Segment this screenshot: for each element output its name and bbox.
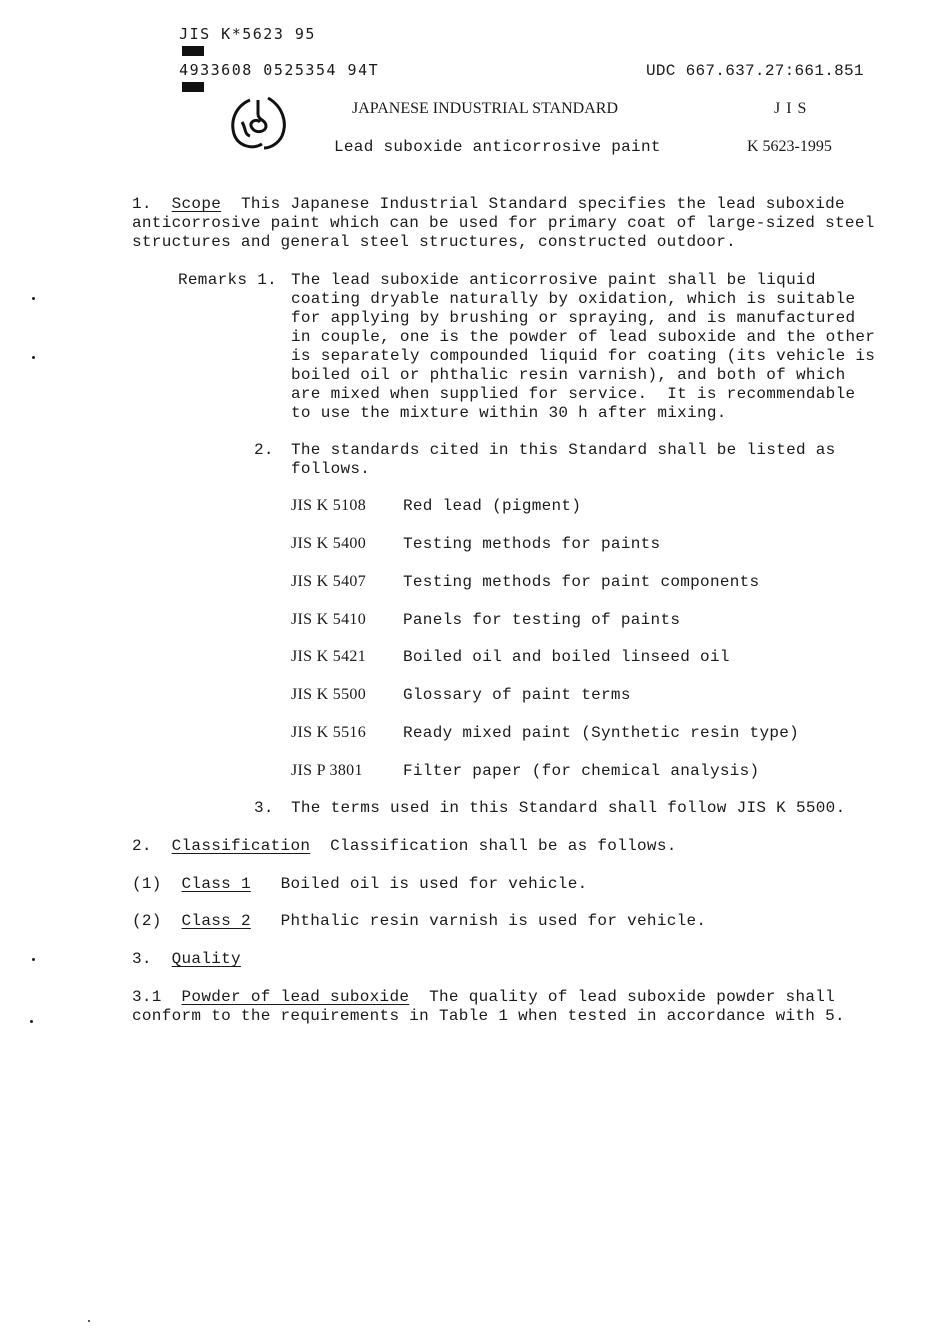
reference-item xyxy=(291,535,660,553)
reference-title: Red lead (pigment) xyxy=(403,497,582,515)
standard-subtitle: Lead suboxide anticorrosive paint xyxy=(334,138,661,156)
udc-number: UDC 667.637.27:661.851 xyxy=(646,62,864,80)
scan-speck xyxy=(88,1320,90,1322)
quality-heading: Quality xyxy=(171,950,241,968)
remark-1-line: The lead suboxide anticorrosive paint shall be liquid xyxy=(291,271,816,289)
reference-item xyxy=(291,611,680,629)
remark-1-line: boiled oil or phthalic resin varnish), and both of which xyxy=(291,366,846,384)
remark-1-line: in couple, one is the powder of lead suboxide and the other xyxy=(291,328,876,346)
remark-1-line: to use the mixture within 30 h after mixing. xyxy=(291,404,727,422)
reference-code: JIS P 3801 xyxy=(291,762,363,779)
black-block-mark xyxy=(182,82,204,92)
document-code-part2: 4933608 0525354 94T xyxy=(179,61,380,79)
reference-item xyxy=(291,686,631,704)
reference-item xyxy=(291,573,759,591)
quality-3-1-line-2: conform to the requirements in Table 1 when tested in accordance with 5. xyxy=(132,1007,845,1025)
reference-title: Testing methods for paints xyxy=(403,535,661,553)
classification-heading: Classification xyxy=(171,837,311,855)
quality-heading-line xyxy=(132,950,241,968)
remark-2-line: follows. xyxy=(291,460,371,478)
reference-item xyxy=(291,724,799,742)
class-2-line xyxy=(132,912,706,930)
remark-1-line: coating dryable naturally by oxidation, which is suitable xyxy=(291,290,856,308)
scan-speck xyxy=(32,297,35,300)
remark-1-text xyxy=(291,271,875,423)
standard-number: K 5623-1995 xyxy=(747,138,832,155)
jis-label: J I S xyxy=(774,100,808,117)
reference-code: JIS K 5516 xyxy=(291,724,367,741)
scope-line-2: anticorrosive paint which can be used for primary coat of large-sized steel xyxy=(132,214,875,232)
classification-line xyxy=(132,837,677,855)
scan-speck xyxy=(32,958,35,961)
standard-title: JAPANESE INDUSTRIAL STANDARD xyxy=(352,100,618,117)
class-2-text: Phthalic resin varnish is used for vehicle. xyxy=(280,912,707,930)
reference-title: Boiled oil and boiled linseed oil xyxy=(403,648,730,666)
remark-2-number: 2. xyxy=(254,441,274,459)
reference-title: Ready mixed paint (Synthetic resin type) xyxy=(403,724,800,742)
reference-code: JIS K 5500 xyxy=(291,686,367,703)
remark-2-text xyxy=(291,441,836,479)
remark-3-text: The terms used in this Standard shall follow JIS K 5500. xyxy=(291,799,846,817)
document-code-part1: JIS K*5623 95 xyxy=(179,25,316,43)
scope-paragraph xyxy=(132,195,875,252)
quality-3-1-line-1: The quality of lead suboxide powder shall xyxy=(409,988,836,1006)
reference-title: Filter paper (for chemical analysis) xyxy=(403,762,760,780)
remark-2-line: The standards cited in this Standard shall be listed as xyxy=(291,441,836,459)
remark-1-line: are mixed when supplied for service. It is recommendable xyxy=(291,385,856,403)
reference-code: JIS K 5407 xyxy=(291,573,367,590)
quality-number: 3. xyxy=(132,950,152,968)
reference-title: Glossary of paint terms xyxy=(403,686,631,704)
scope-line-1: This Japanese Industrial Standard specifies the lead suboxide xyxy=(221,195,845,213)
reference-item xyxy=(291,762,759,780)
scope-number: 1. xyxy=(132,195,152,213)
class-1-line xyxy=(132,875,588,893)
reference-code: JIS K 5400 xyxy=(291,535,367,552)
quality-3-1-heading: Powder of lead suboxide xyxy=(181,988,410,1006)
reference-code: JIS K 5421 xyxy=(291,648,367,665)
remark-3-number: 3. xyxy=(254,799,274,817)
class-2-number: (2) xyxy=(132,912,162,930)
reference-code: JIS K 5410 xyxy=(291,611,367,628)
classification-text: Classification shall be as follows. xyxy=(330,837,677,855)
remarks-label: Remarks 1. xyxy=(178,271,278,289)
quality-3-1-number: 3.1 xyxy=(132,988,162,1006)
class-1-number: (1) xyxy=(132,875,162,893)
reference-item xyxy=(291,648,730,666)
scan-speck xyxy=(30,1020,33,1023)
reference-code: JIS K 5108 xyxy=(291,497,367,514)
scope-line-3: structures and general steel structures, constructed outdoor. xyxy=(132,233,736,251)
scan-speck xyxy=(32,356,35,359)
class-1-label: Class 1 xyxy=(181,875,251,893)
reference-item xyxy=(291,497,581,515)
reference-title: Panels for testing of paints xyxy=(403,611,681,629)
reference-title: Testing methods for paint components xyxy=(403,573,760,591)
black-block-mark xyxy=(182,46,204,56)
document-code-line xyxy=(158,7,379,97)
quality-3-1-paragraph xyxy=(132,988,845,1026)
remark-1-line: for applying by brushing or spraying, and is manufactured xyxy=(291,309,856,327)
scope-heading: Scope xyxy=(171,195,222,213)
class-1-text: Boiled oil is used for vehicle. xyxy=(280,875,588,893)
classification-number: 2. xyxy=(132,837,152,855)
jis-logo-icon xyxy=(228,92,290,154)
class-2-label: Class 2 xyxy=(181,912,251,930)
remark-1-line: is separately compounded liquid for coating (its vehicle is xyxy=(291,347,876,365)
